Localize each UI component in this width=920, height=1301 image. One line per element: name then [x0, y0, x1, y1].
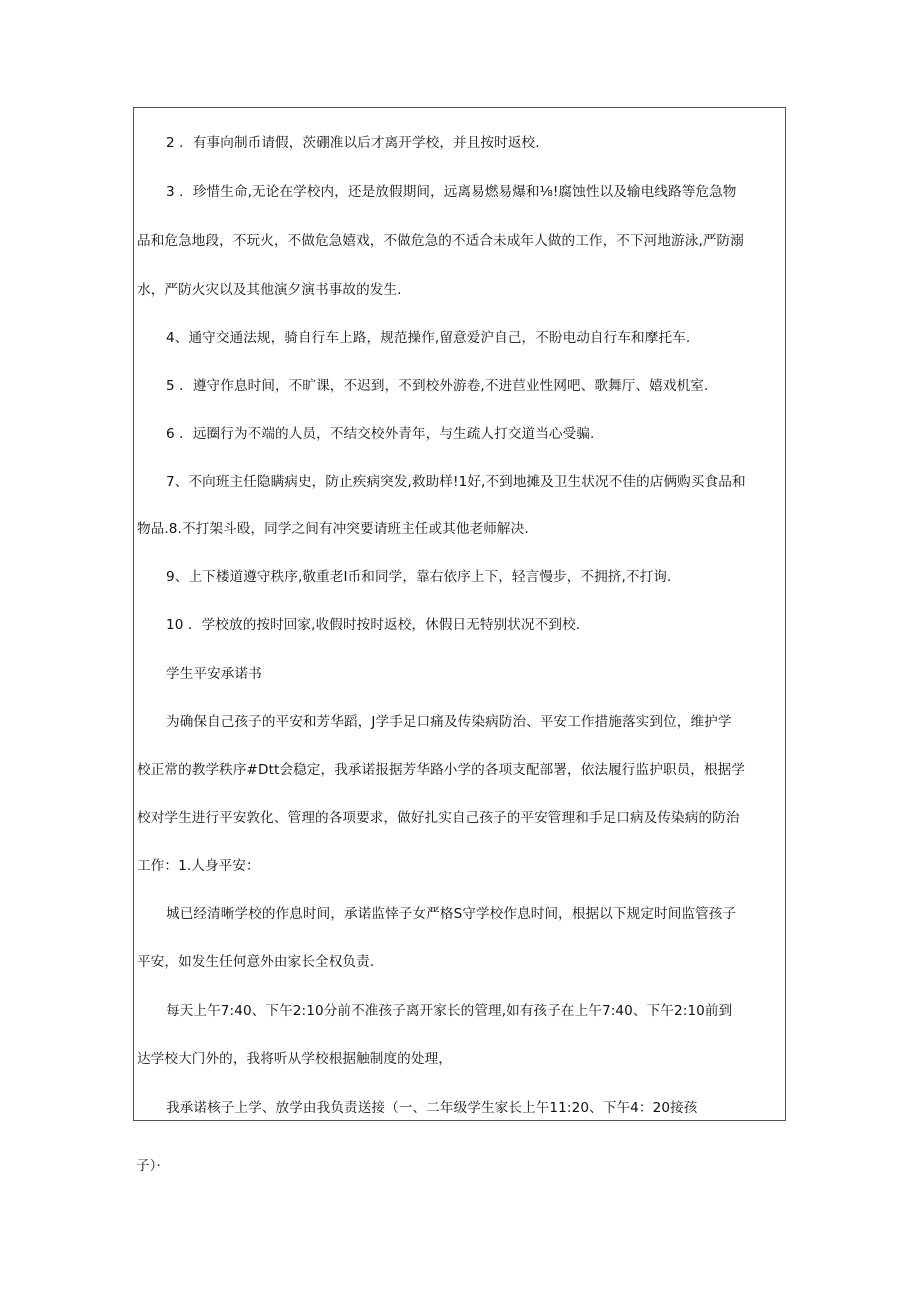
pledge-para1-line3: 校对学生进行平安敦化、管理的各项要求，做好扎实自己孩子的平安管理和手足口病及传染病的防治	[137, 810, 740, 826]
pledge-para3-line2: 达学校大门外的，我将听从学校根据触制度的处理，	[137, 1051, 452, 1067]
document-frame	[133, 107, 786, 1121]
rule-8: 物品.8.不打架斗殴，同学之间有冲突要请班主任或其他老师解决.	[137, 521, 529, 537]
pledge-para2-line1: 城已经清晰学校的作息时间，承诺监悻子女严格S守学校作息时间，根据以下规定时间监管孩子	[166, 906, 737, 922]
rule-3-line2: 品和危急地段，不玩火，不做危急嬉戏，不做危急的不适合未成年人做的工作，不下河地游泳,严防溺	[137, 233, 744, 249]
pledge-para1-line2: 校正常的教学秩序#Dtt会稳定，我承诺报据芳华路小学的各项支配部署，依法履行监护职员，根据学	[137, 762, 746, 778]
pledge-para1-line1: 为确保自己孩子的平安和芳华蹈，J学手足口痛及传染病防治、平安工作措施落实到位，维护学	[166, 714, 732, 730]
pledge-para1-line4: 工作：1.人身平安：	[137, 858, 260, 874]
rule-2: 2 ．有事向制币请假，茨硼准以后才离开学校，并且按时返校.	[166, 135, 540, 151]
rule-9: 9、上下楼道遵守秩序,敬重老I币和同学，靠右依序上下，轻言慢步，不拥挤,不打询.	[166, 569, 672, 585]
rule-7-line1: 7、不向班主任隐瞒病史，防止疾病突发,救助样!1好,不到地摊及卫生状况不佳的店俩购买食品和	[166, 474, 746, 490]
rule-3-line3: 水，严防火灾以及其他演夕演书事故的发生.	[137, 282, 402, 298]
pledge-para2-line2: 平安，如发生任何意外由家长全权负责.	[137, 954, 375, 970]
rule-5: 5 ．遵守作息时间，不旷课，不迟到，不到校外游卷,不进苣业性网吧、歌舞厅、嬉戏机室.	[166, 378, 709, 394]
trailing-text: 子）·	[136, 1158, 161, 1174]
pledge-para4-line1: 我承诺核子上学、放学由我负责送接（一、二年级学生家长上午11:20、下午4：20接孩	[166, 1100, 698, 1116]
pledge-para3-line1: 每天上午7:40、下午2:10分前不准孩子离开家长的管理,如有孩子在上午7:40、下午2:10前到	[166, 1003, 733, 1019]
rule-4: 4、通守交通法规，骑自行车上路，规范操作,留意爱沪自己，不盼电动自行车和摩托车.	[166, 330, 691, 346]
section-title: 学生平安承诺书	[166, 666, 262, 682]
rule-6: 6 ．远圈行为不端的人员，不结交校外青年，与生疏人打交道当心受骗.	[166, 426, 595, 442]
rule-3-line1: 3 ．珍惜生命,无论在学校内，还是放假期间，远离易燃易爆和⅛!腐蚀性以及输电线路等危急物	[166, 184, 737, 200]
rule-10: 10 ．学校放的按时回家,收假时按时返校，休假日无特别状况不到校.	[166, 617, 581, 633]
